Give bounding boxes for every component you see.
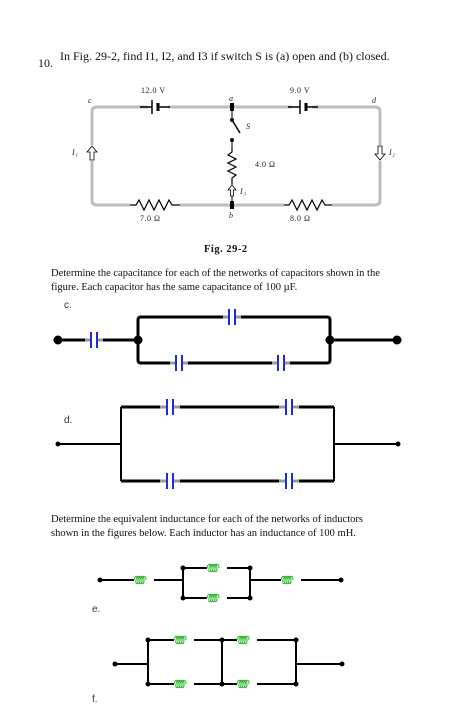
node-c-label: c	[88, 96, 93, 105]
inductor-intro-line1: Determine the equivalent inductance for each of the networks of inductors	[51, 514, 363, 525]
inductor-network-e	[98, 564, 344, 602]
resistor-7ohm-label: 7.0 Ω	[140, 214, 161, 223]
i2-label: I₂	[389, 148, 396, 157]
switch-label: S	[246, 122, 251, 131]
inductor-network-f	[113, 636, 345, 688]
problem-text: In Fig. 29-2, find I1, I2, and I3 if switch S is (a) open and (b) closed.	[60, 49, 390, 63]
node-a-label: a	[229, 94, 234, 103]
voltage-9v-label: 9.0 V	[290, 86, 311, 95]
network-c-label: c.	[64, 300, 72, 311]
inductor-f-bottom-right	[237, 680, 249, 688]
resistor-8ohm-label: 8.0 Ω	[290, 214, 311, 223]
network-f-label: f.	[92, 694, 98, 705]
inductor-e-bottom	[207, 594, 219, 602]
i3-label: I₃	[240, 187, 247, 196]
capacitor-intro-line2: figure. Each capacitor has the same capacitance of 100 µF.	[51, 282, 298, 293]
inductor-f-top-right	[237, 636, 249, 644]
inductor-f-bottom-left	[174, 680, 186, 688]
resistor-4ohm-label: 4.0 Ω	[255, 160, 276, 169]
figure-caption: Fig. 29-2	[204, 244, 248, 255]
i1-label: I₁	[72, 148, 79, 157]
inductor-e-left	[134, 576, 146, 584]
inductor-intro-line2: shown in the figures below. Each inductor has an inductance of 100 mH.	[51, 528, 356, 539]
network-d-label: d.	[64, 415, 73, 426]
voltage-12v-label: 12.0 V	[141, 86, 166, 95]
inductor-e-right	[281, 576, 293, 584]
network-e-label: e.	[92, 604, 101, 615]
capacitor-intro-line1: Determine the capacitance for each of the networks of capacitors shown in the	[51, 268, 380, 279]
node-d-label: d	[372, 96, 377, 105]
node-b-label: b	[229, 211, 234, 220]
inductor-e-top	[207, 564, 219, 572]
inductor-f-top-left	[174, 636, 186, 644]
problem-number: 10.	[38, 56, 53, 70]
